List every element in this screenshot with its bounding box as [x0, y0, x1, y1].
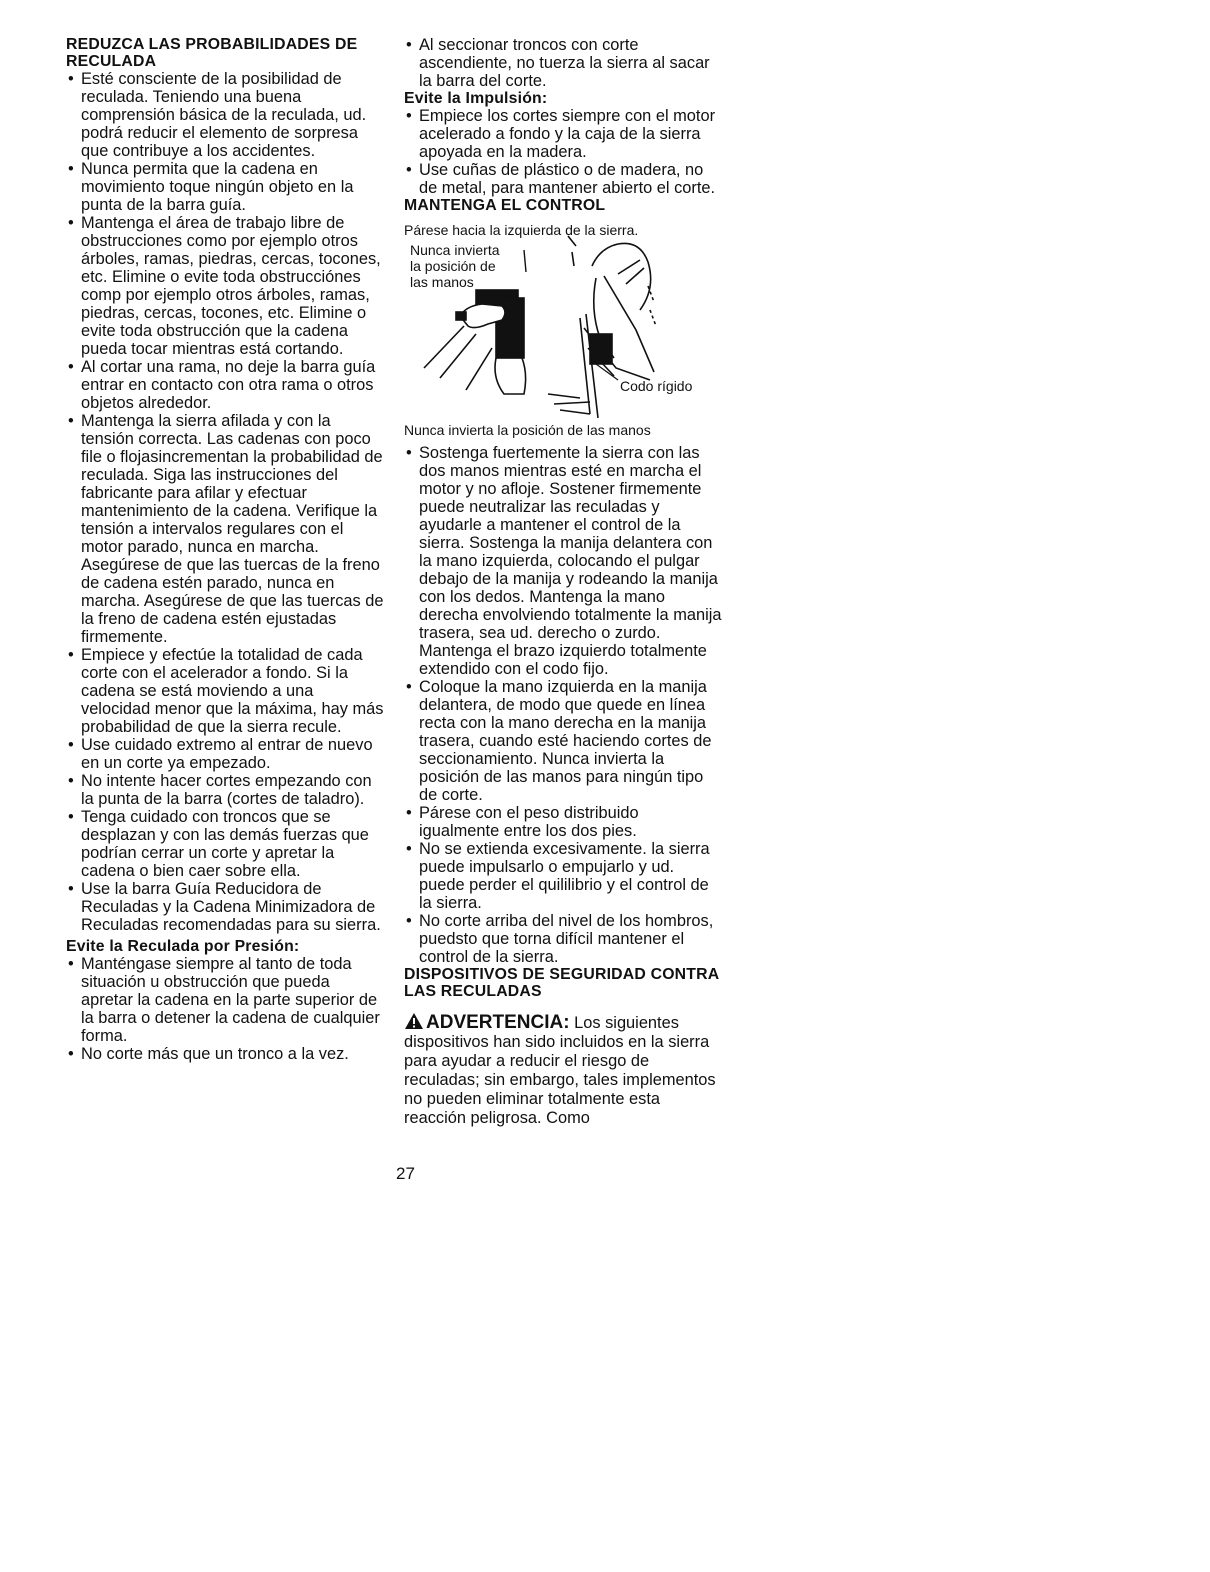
chainsaw-hands-illustration: [404, 218, 722, 418]
list-item: • Use cuidado extremo al entrar de nuevo en un corte ya empezado.: [66, 736, 384, 772]
list-item: • No corte más que un tronco a la vez.: [66, 1045, 384, 1063]
figure-label-codo: Codo rígido: [620, 378, 693, 394]
list-item: • Esté consciente de la posibilidad de reculada. Teniendo una buena comprensión básica de la reculada, ud. podrá reducir el elemento de sorpresa que contribuye a los accidentes.: [66, 70, 384, 160]
list-item: • Al cortar una rama, no deje la barra guía entrar en contacto con otra rama o otros objetos alrededor.: [66, 358, 384, 412]
presion-bullet-list: [66, 955, 384, 1063]
list-item: • Use la barra Guía Reducidora de Reculadas y la Cadena Minimizadora de Reculadas recomendadas para su sierra.: [66, 880, 384, 934]
control-bullet-list: [404, 444, 722, 966]
warning-paragraph: [404, 1012, 722, 1128]
list-item: • Nunca permita que la cadena en movimiento toque ningún objeto en la punta de la barra guía.: [66, 160, 384, 214]
control-figure: [404, 218, 722, 418]
hand-grip-drawing: [424, 290, 526, 394]
right-column: [404, 36, 722, 1128]
list-item: • Párese con el peso distribuido igualmente entre los dos pies.: [404, 804, 722, 840]
figure-bottom-caption: Nunca invierta la posición de las manos: [404, 422, 651, 438]
warning-triangle-icon: [404, 1012, 424, 1030]
list-item: • Use cuñas de plástico o de madera, no de metal, para mantener abierto el corte.: [404, 161, 722, 197]
section-heading-control: MANTENGA EL CONTROL: [404, 197, 606, 214]
top-bullet-list: [404, 36, 722, 90]
list-item: • Manténgase siempre al tanto de toda situación u obstrucción que pueda apretar la cadena en la parte superior de la barra o detener la cadena de cualquier forma.: [66, 955, 384, 1045]
list-item: • Al seccionar troncos con corte ascendiente, no tuerza la sierra al sacar la barra del corte.: [404, 36, 722, 90]
figure-top-caption: Párese hacia la izquierda de la sierra.: [404, 222, 639, 238]
section-heading-dispositivos: DISPOSITIVOS DE SEGURIDAD CONTRA LAS RECULADAS: [404, 966, 719, 1000]
list-item: • No se extienda excesivamente. la sierra puede impulsarlo o empujarlo y ud. puede perder el quililibrio y el control de la sierra.: [404, 840, 722, 912]
section-heading-reduzca: REDUZCA LAS PROBABILIDADES DE RECULADA: [66, 36, 358, 70]
reculada-bullet-list: [66, 70, 384, 934]
left-column: [66, 36, 384, 1063]
list-item: • Mantenga la sierra afilada y con la tensión correcta. Las cadenas con poco file o flojasincrementan la probabilidad de reculada. Siga las instrucciones del fabricante para afilar y efectuar mantenimiento de la cadena. Verifique la tensión a intervalos regulares con el motor parado, nunca en marcha. Asegúrese de que las tuercas de la freno de cadena estén parado, nunca en marcha. Asegúrese de que las tuercas de la freno de cadena estén ejustadas firmemente.: [66, 412, 384, 646]
list-item: • Mantenga el área de trabajo libre de obstrucciones como por ejemplo otros árboles, ramas, piedras, cercas, tocones, etc. Elimine o evite toda obstrucciónes comp por ejemplo otros árboles, ramas, piedras, cercas, tocones, etc. Elimine o evite toda obstrucción que la cadena pueda tocar mientras está cortando.: [66, 214, 384, 358]
figure-label-line-1: Nunca invierta: [410, 242, 500, 258]
list-item: • Sostenga fuertemente la sierra con las dos manos mientras esté en marcha el motor y no afloje. Sostener firmemente puede neutralizar las reculadas y ayudarle a mantener el control de la sierra. Sostenga la manija delantera con la mano izquierda, colocando el pulgar debajo de la manija y rodeando la manija con los dedos. Mantenga la mano derecha envolviendo totalmente la manija trasera, sea ud. derecho o zurdo. Mantenga el brazo izquierdo totalmente extendido con el codo fijo.: [404, 444, 722, 678]
list-item: • No intente hacer cortes empezando con la punta de la barra (cortes de taladro).: [66, 772, 384, 808]
list-item: • Tenga cuidado con troncos que se desplazan y con las demás fuerzas que podrían cerrar un corte y apretar la cadena o bien caer sobre ella.: [66, 808, 384, 880]
impulsion-bullet-list: [404, 107, 722, 197]
figure-label-line-3: las manos: [410, 274, 474, 290]
subheading-impulsion: Evite la Impulsión:: [404, 90, 548, 107]
label-leader-line: [524, 250, 526, 272]
page-number: 27: [396, 1164, 415, 1183]
figure-label-line-2: la posición de: [410, 258, 496, 274]
list-item: • No corte arriba del nivel de los hombros, puedsto que torna difícil mantener el control de la sierra.: [404, 912, 722, 966]
warning-label: ADVERTENCIA:: [426, 1012, 570, 1033]
list-item: • Empiece y efectúe la totalidad de cada corte con el acelerador a fondo. Si la cadena se está moviendo a una velocidad menor que la máxima, hay más probabilidad de que la sierra recule.: [66, 646, 384, 736]
list-item: • Empiece los cortes siempre con el motor acelerado a fondo y la caja de la sierra apoyada en la madera.: [404, 107, 722, 161]
warning-text: Los siguientes dispositivos han sido incluidos en la sierra para ayudar a reducir el riesgo de reculadas; sin embargo, tales implementos no pueden eliminar totalmente esta reacción peligrosa. Como: [404, 1014, 716, 1127]
operator-drawing: [548, 236, 656, 418]
list-item: • Coloque la mano izquierda en la manija delantera, de modo que quede en línea recta con la mano derecha en la manija trasera, cuando esté haciendo cortes de seccionamiento. Nunca invierta la posición de las manos para ningún tipo de corte.: [404, 678, 722, 804]
subheading-presion: Evite la Reculada por Presión:: [66, 938, 300, 955]
